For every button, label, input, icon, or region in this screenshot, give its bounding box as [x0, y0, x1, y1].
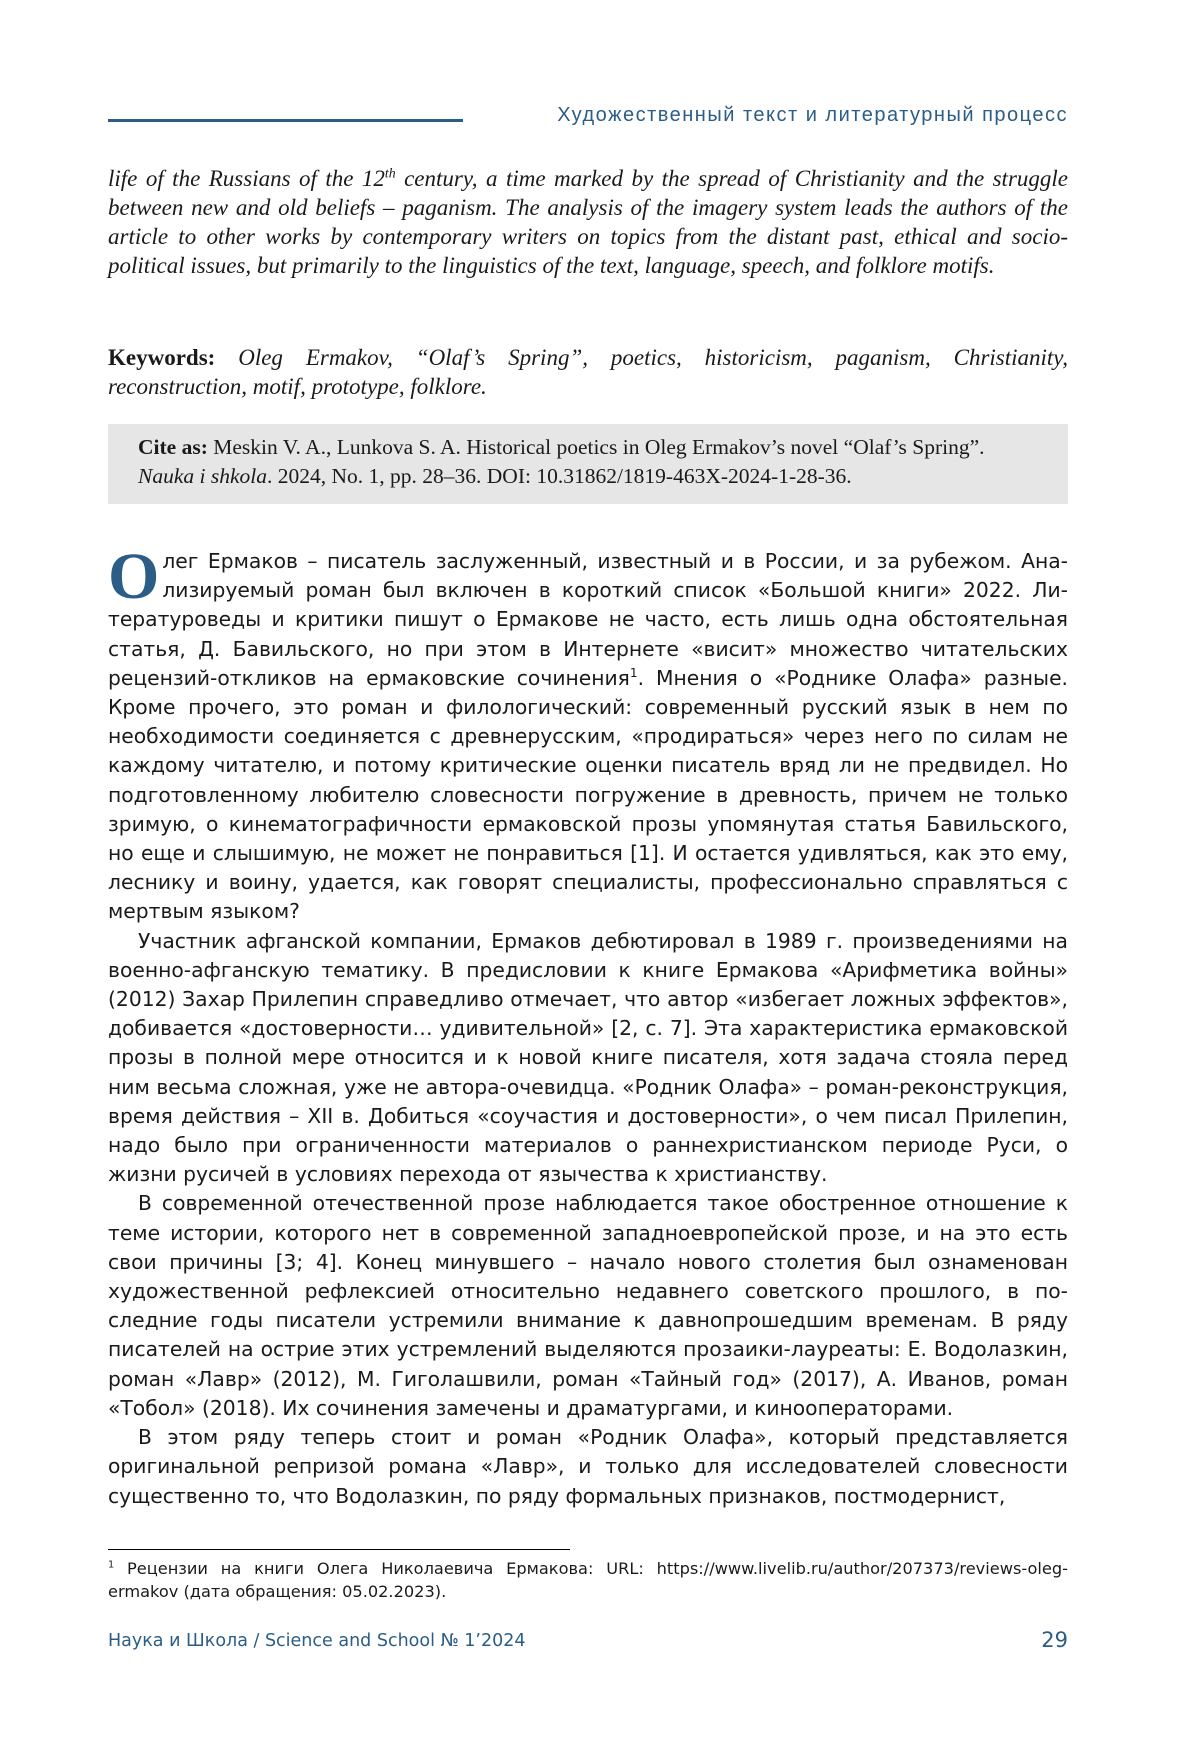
paragraph-1: [108, 540, 1068, 927]
paragraph-1-part1: лег Ермаков – писатель заслуженный, известный и в России, и за рубежом. Анализируемый роман был включен в короткий список «Большой книги» 2022. Литературоведы и критики пишут о Ермакове не часто, есть лишь одна обстоятельная статья, Д. Бавильского, но при этом в Интернете «висит» множество читательских рецензий-откликов на ермаковские сочинения: [108, 549, 1068, 690]
drop-cap: О: [108, 540, 160, 613]
page-number: 29: [1041, 1628, 1068, 1652]
cite-journal: Nauka i shkola: [138, 464, 267, 488]
cite-text-2: . 2024, No. 1, pp. 28–36. DOI: 10.31862/1819-463X-2024-1-28-36.: [267, 464, 852, 488]
cite-label: Cite as:: [138, 435, 208, 459]
keywords-label: Keywords:: [108, 345, 216, 370]
footnote-text: Рецензии на книги Олега Николаевича Ермакова: URL: https://www.livelib.ru/author/207373/reviews-oleg-ermakov (дата обращения: 05.02.2023).: [108, 1559, 1068, 1601]
abstract-superscript: th: [384, 165, 396, 181]
footnote: [108, 1557, 1068, 1603]
header-rule: [108, 119, 463, 122]
abstract: [108, 164, 1068, 280]
section-title: Художественный текст и литературный процесс: [557, 104, 1068, 126]
keywords: [108, 343, 1068, 401]
cite-text-1: Meskin V. A., Lunkova S. A. Historical poetics in Oleg Ermakov’s novel “Olaf’s Spring”.: [213, 435, 985, 459]
keywords-text: Oleg Ermakov, “Olaf’s Spring”, poetics, historicism, paganism, Christianity, reconstruction, motif, prototype, folklore.: [108, 345, 1068, 399]
abstract-text-part2: century, a time marked by the spread of Christianity and the struggle between new and old beliefs – paganism. The analysis of the imagery system leads the authors of the article to other works by contemporary writers on topics from the distant past, ethical and socio-political issues, but primarily to the linguistics of the text, language, speech, and folklore motifs.: [108, 166, 1068, 278]
abstract-text-part1: life of the Russians of the 12: [108, 166, 385, 191]
footer-journal: Наука и Школа / Science and School № 1’2024: [108, 1631, 526, 1651]
paragraph-2: Участник афганской компании, Ермаков дебютировал в 1989 г. произведениями на военно-афганскую тематику. В предисловии к книге Ермакова «Арифметика войны» (2012) Захар Прилепин справедливо отмечает, что автор «избегает ложных эффектов», добивается «достоверности… удивительной» [2, с. 7]. Эта характеристика ермаковской прозы в полной мере относится и к новой книге писателя, хотя задача стояла перед ним весьма сложная, уже не автора-очевидца. «Родник Олафа» – роман-реконструкция, время действия – XII в. Добиться «соучастия и достоверности», о чем писал Прилепин, надо было при ограниченности материалов о раннехристианском периоде Руси, о жизни русичей в условиях перехода от язычества к христианству.: [108, 928, 1068, 1187]
citation-box: [108, 424, 1068, 504]
paragraph-4: В этом ряду теперь стоит и роман «Родник Олафа», который представляется оригинальной репризой романа «Лавр», и только для исследователей словесности существенно то, что Водолазкин, по ряду формальных признаков, постмодернист,: [108, 1425, 1068, 1508]
paragraph-3: В современной отечественной прозе наблюдается такое обостренное отношение к теме истории, которого нет в современной западноевропейской прозе, и на это есть свои причины [3; 4]. Конец минувшего – начало нового столетия был ознаменован художественной рефлексией относительно недавнего советского прошлого, в последние годы писатели устремили внимание к давнопрошедшим временам. В ряду писателей на острие этих устремлений выделяются прозаики-лауреаты: Е. Водолазкин, роман «Лавр» (2012), М. Гиголашвили, роман «Тайный год» (2017), А. Иванов, роман «Тобол» (2018). Их сочинения замечены и драматургами, и кинооператорами.: [108, 1191, 1068, 1420]
article-body: [108, 540, 1068, 1511]
paragraph-1-part2: . Мнения о «Роднике Олафа» разные. Кроме прочего, это роман и филологический: современный русский язык в нем по необходимости соединяется с древнерусским, «продираться» через него по силам не каждому читателю, и потому критические оценки писатель вряд ли не предвидел. Но подготовленному любителю словесности погружение в древность, причем не только зримую, о кинематографичности ермаковской прозы упомянутая статья Бавильского, но еще и слышимую, не может не понравиться [1]. И остается удивляться, как это ему, леснику и воину, удается, как говорят специалисты, профессионально справляться с мертвым языком?: [108, 665, 1068, 924]
footnote-number: 1: [108, 1559, 115, 1571]
footnote-rule: [108, 1549, 570, 1550]
footnote-ref[interactable]: 1: [629, 666, 638, 681]
